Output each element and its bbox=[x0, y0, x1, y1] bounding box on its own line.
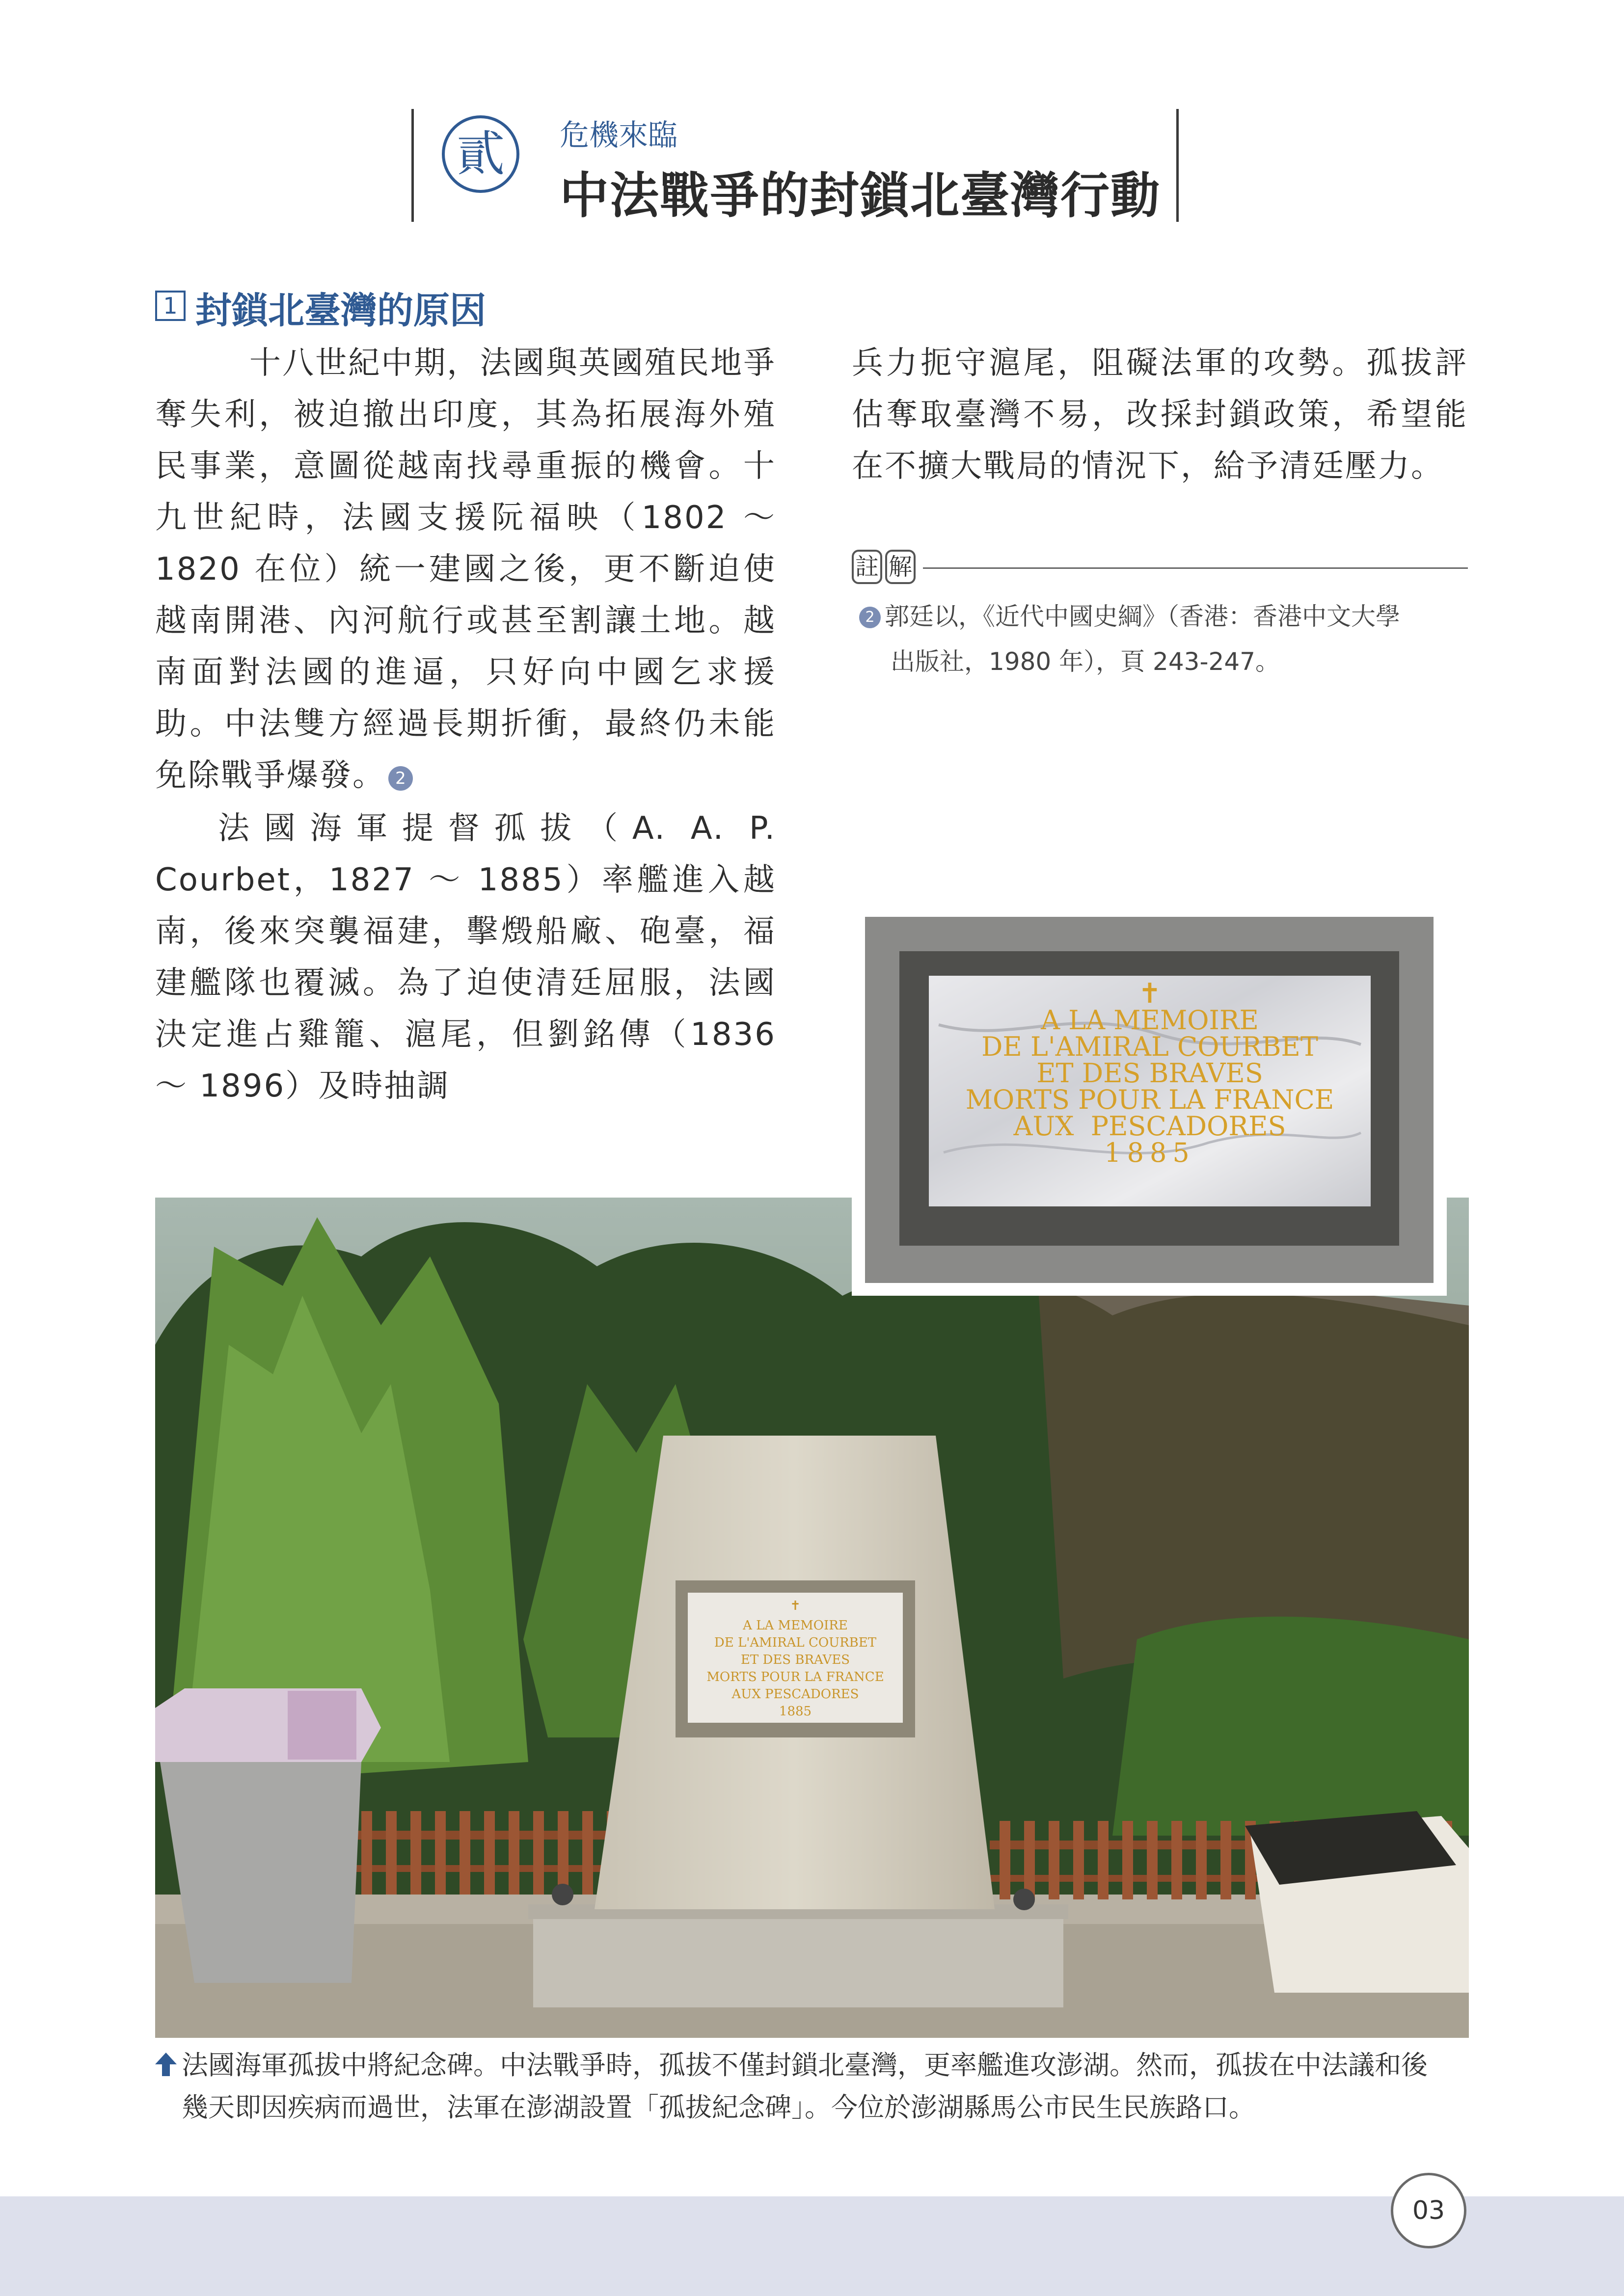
page-number: 03 bbox=[1391, 2173, 1466, 2248]
caption-line-2: 幾天即因疾病而過世，法軍在澎湖設置「孤拔紀念碑」。今位於澎湖縣馬公市民生民族路口。 bbox=[182, 2092, 1255, 2123]
svg-text:DE L'AMIRAL COURBET: DE L'AMIRAL COURBET bbox=[714, 1635, 877, 1650]
header-left-rule bbox=[411, 109, 414, 222]
inscription-line-5: AUX PESCADORES bbox=[1013, 1111, 1286, 1142]
footnote-item bbox=[859, 594, 1468, 684]
inscription-line-4: MORTS POUR LA FRANCE bbox=[965, 1084, 1334, 1115]
svg-text:1885: 1885 bbox=[779, 1704, 812, 1719]
inscription-closeup-photo bbox=[865, 917, 1434, 1283]
paragraph-1-text: 十八世紀中期，法國與英國殖民地爭奪失利，被迫撤出印度，其為拓展海外殖民事業，意圖從越南找尋重振的機會。十九世紀時，法國支援阮福映（1802 ～ 1820 在位）統一建國之後，更不斷迫使越南開港、內河航行或甚至割讓土地。越南面對法國的進逼，只好向中國乞求援助。中法雙方經過長期折衝，最終仍未能免除戰爭爆發。 bbox=[155, 345, 776, 794]
photo-caption bbox=[182, 2044, 1478, 2129]
notes-label-char-2: 解 bbox=[885, 550, 916, 584]
caption-up-arrow-icon bbox=[154, 2052, 178, 2077]
svg-text:✝: ✝ bbox=[790, 1599, 801, 1613]
chapter-title: 中法戰爭的封鎖北臺灣行動 bbox=[560, 167, 1161, 224]
svg-text:AUX PESCADORES: AUX PESCADORES bbox=[731, 1687, 859, 1702]
notes-divider bbox=[923, 567, 1468, 569]
inscription-line-2: DE L'AMIRAL COURBET bbox=[981, 1031, 1318, 1062]
chapter-subtitle: 危機來臨 bbox=[560, 118, 677, 153]
paragraph-2: 法國海軍提督孤拔（A. A. P. Courbet，1827 ～ 1885）率艦進入越南，後來突襲福建，擊燬船廠、砲臺，福建艦隊也覆滅。為了迫使清廷屈服，法國決定進占雞籠、滬尾，但劉銘傳（1836 ～ 1896）及時抽調 bbox=[155, 810, 776, 1104]
section-number-box: 1 bbox=[155, 291, 186, 321]
inscription-line-3: ET DES BRAVES bbox=[1036, 1058, 1263, 1089]
monument-photo-illustration bbox=[155, 1198, 1469, 2038]
svg-text:MORTS POUR LA FRANCE: MORTS POUR LA FRANCE bbox=[706, 1670, 884, 1684]
paragraph-1 bbox=[155, 338, 776, 801]
svg-text:A LA MEMOIRE: A LA MEMOIRE bbox=[743, 1618, 848, 1633]
footer-band bbox=[0, 2196, 1624, 2296]
chapter-badge: 貳 bbox=[442, 115, 519, 193]
caption-line-1: 法國海軍孤拔中將紀念碑。中法戰爭時，孤拔不僅封鎖北臺灣，更率艦進攻澎湖。然而，孤拔在中法議和後 bbox=[182, 2050, 1428, 2081]
inscription-line-1: A LA MEMOIRE bbox=[1041, 1005, 1259, 1036]
svg-text:ET DES BRAVES: ET DES BRAVES bbox=[740, 1653, 850, 1667]
footnote-text-line-1: 郭廷以，《近代中國史綱》（香港：香港中文大學 bbox=[885, 602, 1400, 631]
footnote-text-line-2: 出版社，1980 年），頁 243-247。 bbox=[891, 647, 1280, 676]
inscription-cross: ✝ bbox=[1138, 978, 1162, 1010]
header-right-rule bbox=[1176, 109, 1179, 222]
footnote-number: 2 bbox=[859, 607, 881, 628]
inscription-line-6: 1885 bbox=[1104, 1137, 1195, 1168]
footnote-marker[interactable]: 2 bbox=[388, 766, 413, 791]
paragraph-3: 兵力扼守滬尾，阻礙法軍的攻勢。孤拔評估奪取臺灣不易，改採封鎖政策，希望能在不擴大戰局的情況下，給予清廷壓力。 bbox=[852, 345, 1468, 484]
section-title: 封鎖北臺灣的原因 bbox=[195, 290, 486, 332]
notes-label bbox=[852, 550, 916, 584]
notes-label-char-1: 註 bbox=[852, 550, 882, 584]
inscription-text bbox=[929, 978, 1371, 1168]
monument-photo bbox=[155, 1198, 1469, 2038]
